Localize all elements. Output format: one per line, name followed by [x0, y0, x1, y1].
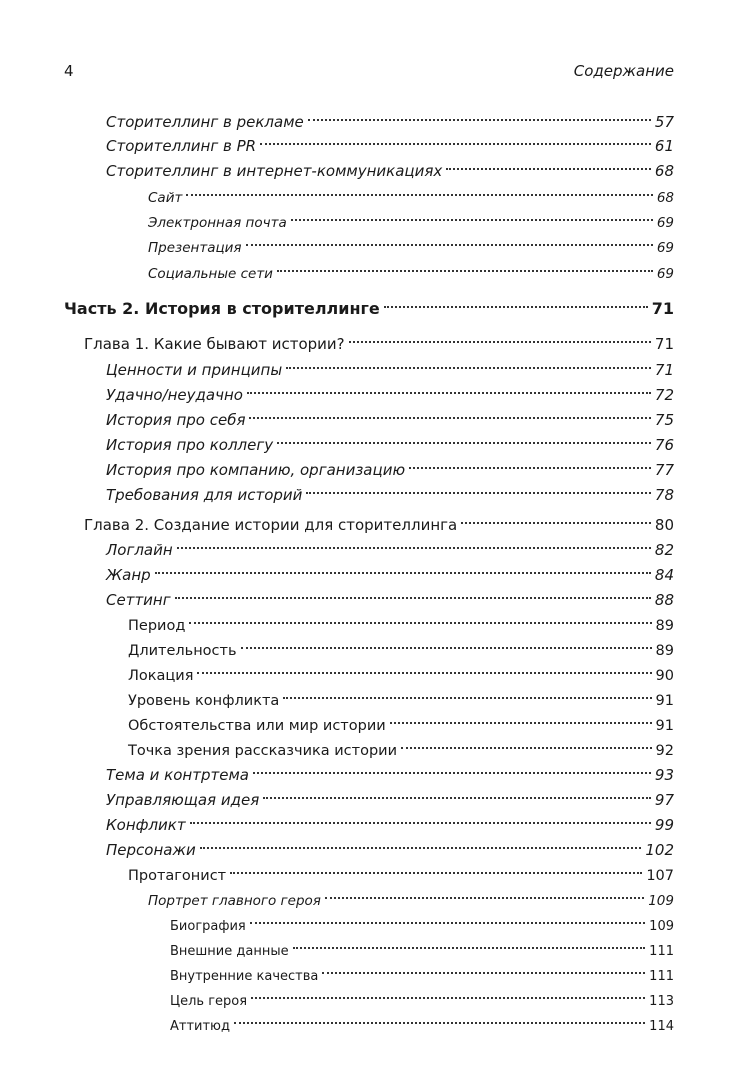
toc-entry-title: Сайт [148, 190, 183, 206]
toc-entry-page-number: 84 [654, 566, 674, 584]
toc-entry-page-number: 107 [646, 868, 674, 884]
toc-entry-title: Цель героя [170, 994, 248, 1009]
toc-entry-page-number: 69 [656, 240, 674, 256]
toc-entry-page-number: 91 [655, 718, 674, 734]
dot-leader [461, 500, 651, 524]
dot-leader [241, 625, 652, 649]
toc-entry-title: Точка зрения рассказчика истории [128, 743, 398, 759]
toc-entry-page-number: 99 [654, 816, 674, 834]
dot-leader [189, 600, 651, 624]
toc-entry[interactable] [106, 152, 674, 180]
dot-leader [322, 950, 645, 974]
toc-entry-title: Логлайн [106, 541, 173, 559]
toc-entry-page-number: 71 [654, 335, 674, 353]
dot-leader [291, 197, 653, 221]
dot-leader [200, 825, 642, 849]
dot-leader [306, 470, 651, 494]
toc-entry-page-number: 76 [654, 436, 674, 454]
toc-entry-page-number: 109 [649, 919, 674, 934]
toc-entry-title: Протагонист [128, 868, 227, 884]
dot-leader [197, 650, 651, 674]
toc-entry-title: Портрет главного героя [148, 893, 321, 909]
toc-entry-title: История про коллегу [106, 436, 274, 454]
toc-entry-title: Электронная почта [148, 215, 287, 231]
toc-entry-title: Внутренние качества [170, 969, 319, 984]
toc-entry-title: Удачно/неудачно [106, 386, 243, 404]
dot-leader [175, 575, 651, 599]
dot-leader [384, 284, 648, 308]
dot-leader [401, 725, 652, 749]
section-title: Содержание [573, 62, 674, 80]
toc-entry-page-number: 57 [654, 113, 674, 131]
dot-leader [293, 925, 646, 949]
toc-entry-page-number: 68 [656, 190, 674, 206]
toc-entry-title: Локация [128, 668, 194, 684]
toc-entry-page-number: 69 [656, 266, 674, 282]
dot-leader [409, 445, 651, 469]
toc-entry-title: История про компанию, организацию [106, 461, 406, 479]
toc-entry[interactable] [84, 325, 674, 353]
dot-leader [253, 750, 651, 774]
toc-entry-title: Презентация [148, 240, 242, 256]
toc-entry-page-number: 102 [645, 841, 674, 859]
toc-entry-title: Управляющая идея [106, 791, 260, 809]
toc-entry-page-number: 89 [655, 618, 674, 634]
dot-leader [286, 345, 651, 369]
dot-leader [349, 319, 651, 343]
dot-leader [390, 700, 652, 724]
toc-entry-title: Ценности и принципы [106, 361, 283, 379]
toc-entry-page-number: 77 [654, 461, 674, 479]
dot-leader [251, 975, 645, 999]
toc-entry-page-number: 68 [654, 162, 674, 180]
toc-entry-title: Биография [170, 919, 246, 934]
toc-entry-title: Сторителлинг в рекламе [106, 113, 304, 131]
toc-entry[interactable] [170, 1006, 674, 1034]
dot-leader [283, 675, 651, 699]
dot-leader [250, 900, 645, 924]
toc-entry-page-number: 90 [655, 668, 674, 684]
toc-entry-title: Тема и контртема [106, 766, 249, 784]
toc-entry-title: Персонажи [106, 841, 196, 859]
toc-entry-title: Сторителлинг в PR [106, 137, 257, 155]
dot-leader [190, 800, 651, 824]
toc-entry[interactable] [64, 290, 674, 318]
dot-leader [234, 1000, 645, 1024]
dot-leader [277, 420, 651, 444]
toc-entry-page-number: 111 [649, 944, 674, 959]
dot-leader [249, 395, 650, 419]
toc-entry-title: Глава 1. Какие бывают истории? [84, 335, 345, 353]
toc-entry-page-number: 88 [654, 591, 674, 609]
toc-entry-title: Часть 2. История в сторителлинге [64, 299, 380, 318]
toc-entry[interactable] [148, 254, 674, 282]
toc-entry-page-number: 78 [654, 486, 674, 504]
dot-leader [263, 775, 651, 799]
toc-entry-title: Конфликт [106, 816, 186, 834]
toc-entry-title: Сеттинг [106, 591, 171, 609]
toc-entry-title: Обстоятельства или мир истории [128, 718, 386, 734]
toc-entry-page-number: 61 [654, 137, 674, 155]
dot-leader [186, 172, 652, 196]
toc-entry-page-number: 72 [654, 386, 674, 404]
toc-entry-title: Социальные сети [148, 266, 273, 282]
toc-entry[interactable] [106, 476, 674, 504]
dot-leader [155, 550, 651, 574]
toc-entry-title: Длительность [128, 643, 237, 659]
toc-entry-page-number: 71 [654, 361, 674, 379]
toc-entry-page-number: 111 [649, 969, 674, 984]
dot-leader [246, 222, 653, 246]
toc-entry-title: Период [128, 618, 186, 634]
dot-leader [325, 875, 644, 899]
toc-entry-title: Сторителлинг в интернет-коммуникациях [106, 162, 443, 180]
toc-entry-page-number: 80 [654, 516, 674, 534]
toc-entry-title: Уровень конфликта [128, 693, 280, 709]
toc-entry-page-number: 114 [649, 1019, 674, 1034]
toc-entry-title: История про себя [106, 411, 246, 429]
toc-entry-page-number: 89 [655, 643, 674, 659]
toc-entry-page-number: 69 [656, 215, 674, 231]
toc-entry[interactable] [148, 228, 674, 256]
dot-leader [247, 370, 651, 394]
toc-entry-page-number: 91 [655, 693, 674, 709]
page-header [64, 62, 674, 84]
toc-entry-page-number: 97 [654, 791, 674, 809]
toc-entry-title: Внешние данные [170, 944, 289, 959]
toc-entry-title: Глава 2. Создание истории для сторителлинга [84, 516, 458, 534]
dot-leader [177, 525, 651, 549]
dot-leader [277, 248, 653, 272]
toc-entry-page-number: 113 [649, 994, 674, 1009]
dot-leader [260, 121, 651, 145]
dot-leader [230, 850, 642, 874]
toc-entry-page-number: 82 [654, 541, 674, 559]
page-number: 4 [64, 62, 74, 80]
toc-entry-page-number: 92 [655, 743, 674, 759]
toc-entry-page-number: 75 [654, 411, 674, 429]
dot-leader [308, 97, 651, 121]
toc-entry-title: Жанр [106, 566, 151, 584]
toc-entry-page-number: 93 [654, 766, 674, 784]
toc-entry-page-number: 109 [648, 893, 674, 909]
toc-entry-page-number: 71 [651, 299, 674, 318]
dot-leader [446, 146, 651, 170]
toc-entry-title: Требования для историй [106, 486, 303, 504]
toc-entry-title: Аттитюд [170, 1019, 230, 1034]
